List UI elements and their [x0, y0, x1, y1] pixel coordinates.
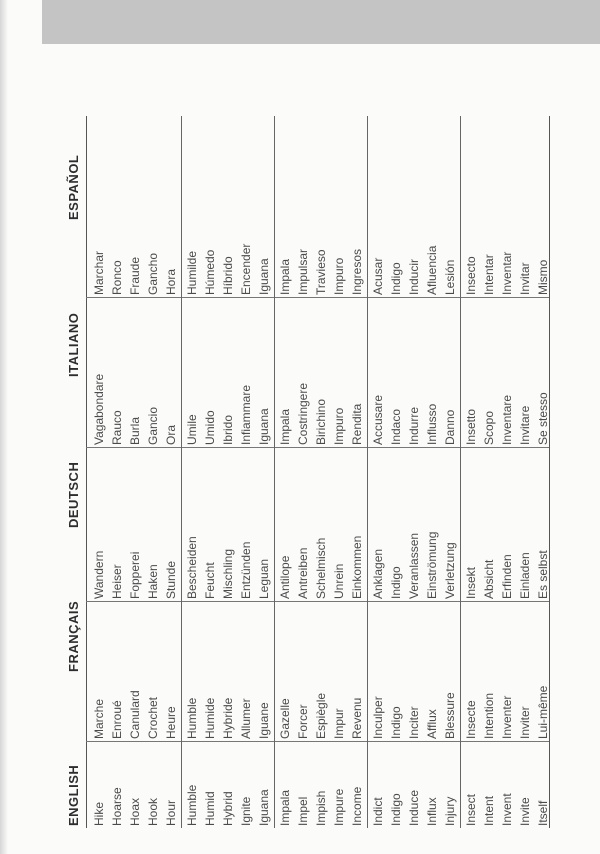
cell-deutsch: Schelmisch — [314, 537, 328, 599]
cell-espanol: Mismo — [536, 259, 550, 295]
cell-italiano: Insetto — [464, 408, 478, 445]
cell-francais: Enroué — [110, 700, 124, 739]
cell-espanol: Fraude — [128, 256, 142, 295]
cell-deutsch: Absicht — [482, 559, 496, 599]
cell-deutsch: Einkommen — [350, 535, 364, 599]
cell-espanol: Impala — [278, 258, 292, 295]
table-row — [294, 116, 312, 828]
word-group — [181, 116, 274, 828]
cell-deutsch: Wandern — [92, 550, 106, 599]
table-row — [237, 116, 255, 828]
cell-francais: Revenu — [350, 697, 364, 739]
word-group — [460, 116, 553, 828]
page — [42, 44, 600, 854]
cell-italiano: Ibrido — [221, 414, 235, 445]
cell-espanol: Húmedo — [203, 249, 217, 295]
cell-francais: Heure — [164, 706, 178, 739]
cell-english: Indict — [371, 797, 385, 826]
cell-italiano: Rauco — [110, 410, 124, 445]
table-row — [387, 116, 405, 828]
table-row — [516, 116, 534, 828]
word-group — [367, 116, 460, 828]
table-row — [348, 116, 366, 828]
table-row — [219, 116, 237, 828]
cell-italiano: Indaco — [389, 408, 403, 445]
group-divider — [367, 116, 368, 828]
cell-italiano: Costringere — [296, 382, 310, 445]
cell-espanol: Afluencia — [425, 245, 439, 295]
cell-francais: Humble — [185, 697, 199, 739]
cell-deutsch: Haken — [146, 564, 160, 599]
cell-deutsch: Erfinden — [500, 554, 514, 599]
table-row — [144, 116, 162, 828]
cell-english: Invent — [500, 793, 514, 826]
cell-italiano: Umile — [185, 414, 199, 445]
cell-espanol: Iguana — [257, 258, 271, 295]
cell-espanol: Insecto — [464, 256, 478, 295]
page-edge-shadow — [0, 0, 8, 854]
rotated-content — [42, 44, 600, 854]
cell-italiano: Birichino — [314, 398, 328, 445]
table-bottom-rule — [549, 116, 550, 828]
cell-english: Intent — [482, 795, 496, 826]
table-row — [423, 116, 441, 828]
cell-deutsch: Indigo — [389, 566, 403, 599]
table-row — [162, 116, 180, 828]
cell-deutsch: Heiser — [110, 564, 124, 599]
cell-francais: Indigo — [389, 706, 403, 739]
cell-deutsch: Insekt — [464, 566, 478, 599]
cell-espanol: Híbrido — [221, 256, 235, 295]
header-espanol: ESPAÑOL — [66, 154, 81, 220]
cell-english: Hook — [146, 797, 160, 826]
cell-deutsch: Einströmung — [425, 531, 439, 599]
cell-deutsch: Antilope — [278, 555, 292, 599]
header-english: ENGLISH — [66, 764, 81, 826]
cell-deutsch: Fopperei — [128, 551, 142, 599]
cell-francais: Inventer — [500, 695, 514, 739]
cell-deutsch: Veranlassen — [407, 532, 421, 599]
cell-italiano: Danno — [443, 409, 457, 445]
cell-francais: Blessure — [443, 692, 457, 739]
table-row — [405, 116, 423, 828]
cell-italiano: Ora — [164, 424, 178, 445]
cell-espanol: Acusar — [371, 257, 385, 295]
header-francais: FRANÇAIS — [66, 600, 81, 672]
cell-francais: Inciter — [407, 706, 421, 739]
cell-francais: Inviter — [518, 706, 532, 739]
cell-english: Impish — [314, 790, 328, 826]
cell-english: Income — [350, 786, 364, 826]
table-row — [330, 116, 348, 828]
cell-english: Insect — [464, 793, 478, 826]
cell-italiano: Indurre — [407, 406, 421, 445]
cell-italiano: Accusare — [371, 394, 385, 445]
cell-espanol: Travieso — [314, 249, 328, 295]
group-divider — [460, 116, 461, 828]
cell-deutsch: Bescheiden — [185, 536, 199, 599]
table-row — [276, 116, 294, 828]
cell-italiano: Vagabondare — [92, 373, 106, 445]
cell-espanol: Impulsar — [296, 248, 310, 295]
vocabulary-table — [62, 116, 550, 828]
table-row — [126, 116, 144, 828]
cell-francais: Crochet — [146, 696, 160, 739]
cell-italiano: Invitare — [518, 405, 532, 445]
table-row — [312, 116, 330, 828]
cell-espanol: Ronco — [110, 260, 124, 295]
cell-espanol: Impuro — [332, 257, 346, 295]
table-row — [90, 116, 108, 828]
cell-italiano: Influsso — [425, 403, 439, 445]
cell-english: Itself — [536, 800, 550, 826]
cell-deutsch: Mischling — [221, 548, 235, 599]
table-row — [255, 116, 273, 828]
cell-deutsch: Anklagen — [371, 548, 385, 599]
cell-francais: Impur — [332, 708, 346, 739]
cell-italiano: Impala — [278, 408, 292, 445]
table-row — [108, 116, 126, 828]
cell-italiano: Impuro — [332, 407, 346, 445]
cell-deutsch: Verletzung — [443, 542, 457, 599]
cell-italiano: Se stesso — [536, 392, 550, 445]
cell-francais: Gazelle — [278, 698, 292, 739]
cell-italiano: Gancio — [146, 406, 160, 445]
cell-english: Induce — [407, 789, 421, 826]
cell-francais: Intention — [482, 692, 496, 739]
cell-francais: Lui-même — [536, 685, 550, 739]
cell-english: Influx — [425, 797, 439, 826]
cell-italiano: Iguana — [257, 408, 271, 445]
cell-italiano: Rendita — [350, 403, 364, 445]
cell-english: Indigo — [389, 793, 403, 826]
table-row — [480, 116, 498, 828]
cell-english: Impure — [332, 788, 346, 826]
table-row — [498, 116, 516, 828]
cell-espanol: Intentar — [482, 254, 496, 295]
scan-top-band — [42, 0, 600, 44]
cell-deutsch: Unrein — [332, 563, 346, 599]
cell-deutsch: Feucht — [203, 562, 217, 599]
cell-espanol: Inducir — [407, 258, 421, 295]
cell-francais: Hybride — [221, 697, 235, 739]
cell-francais: Iguane — [257, 702, 271, 739]
cell-francais: Insecte — [464, 700, 478, 739]
group-divider — [274, 116, 275, 828]
cell-espanol: Inventar — [500, 251, 514, 295]
table-row — [462, 116, 480, 828]
table-row — [369, 116, 387, 828]
table-row — [183, 116, 201, 828]
cell-deutsch: Einladen — [518, 552, 532, 599]
cell-espanol: Encender — [239, 243, 253, 295]
cell-francais: Humide — [203, 697, 217, 739]
cell-italiano: Burla — [128, 416, 142, 445]
cell-english: Humid — [203, 791, 217, 826]
cell-english: Hike — [92, 801, 106, 826]
cell-english: Impala — [278, 789, 292, 826]
header-rule — [86, 116, 87, 828]
cell-english: Injury — [443, 796, 457, 826]
cell-deutsch: Entzünden — [239, 541, 253, 599]
cell-deutsch: Antreiben — [296, 547, 310, 599]
cell-francais: Afflux — [425, 709, 439, 739]
cell-english: Hoax — [128, 797, 142, 826]
table-header — [62, 116, 84, 828]
cell-espanol: Invitar — [518, 262, 532, 295]
cell-english: Impel — [296, 796, 310, 826]
cell-english: Hour — [164, 799, 178, 826]
cell-deutsch: Stunde — [164, 560, 178, 599]
cell-francais: Canulard — [128, 690, 142, 739]
cell-espanol: Lesión — [443, 259, 457, 295]
cell-deutsch: Es selbst — [536, 550, 550, 599]
cell-english: Humble — [185, 784, 199, 826]
table-row — [201, 116, 219, 828]
cell-espanol: Indigo — [389, 262, 403, 295]
cell-francais: Forcer — [296, 704, 310, 739]
cell-espanol: Gancho — [146, 252, 160, 295]
cell-italiano: Infiammare — [239, 384, 253, 445]
cell-espanol: Humilde — [185, 250, 199, 295]
group-divider — [181, 116, 182, 828]
cell-francais: Marche — [92, 698, 106, 739]
cell-italiano: Inventare — [500, 394, 514, 445]
cell-deutsch: Leguan — [257, 558, 271, 599]
header-deutsch: DEUTSCH — [66, 461, 81, 528]
cell-francais: Inculper — [371, 696, 385, 739]
cell-english: Hybrid — [221, 791, 235, 826]
cell-english: Invite — [518, 797, 532, 826]
cell-english: Iguana — [257, 789, 271, 826]
word-group — [88, 116, 181, 828]
word-group — [274, 116, 367, 828]
cell-espanol: Hora — [164, 268, 178, 295]
cell-english: Hoarse — [110, 787, 124, 826]
table-row — [441, 116, 459, 828]
header-italiano: ITALIANO — [66, 312, 81, 377]
cell-english: Ignite — [239, 796, 253, 826]
cell-espanol: Ingresos — [350, 248, 364, 295]
cell-francais: Allumer — [239, 698, 253, 739]
cell-espanol: Marchar — [92, 250, 106, 295]
cell-italiano: Umido — [203, 410, 217, 445]
cell-francais: Espiègle — [314, 692, 328, 739]
cell-italiano: Scopo — [482, 410, 496, 445]
